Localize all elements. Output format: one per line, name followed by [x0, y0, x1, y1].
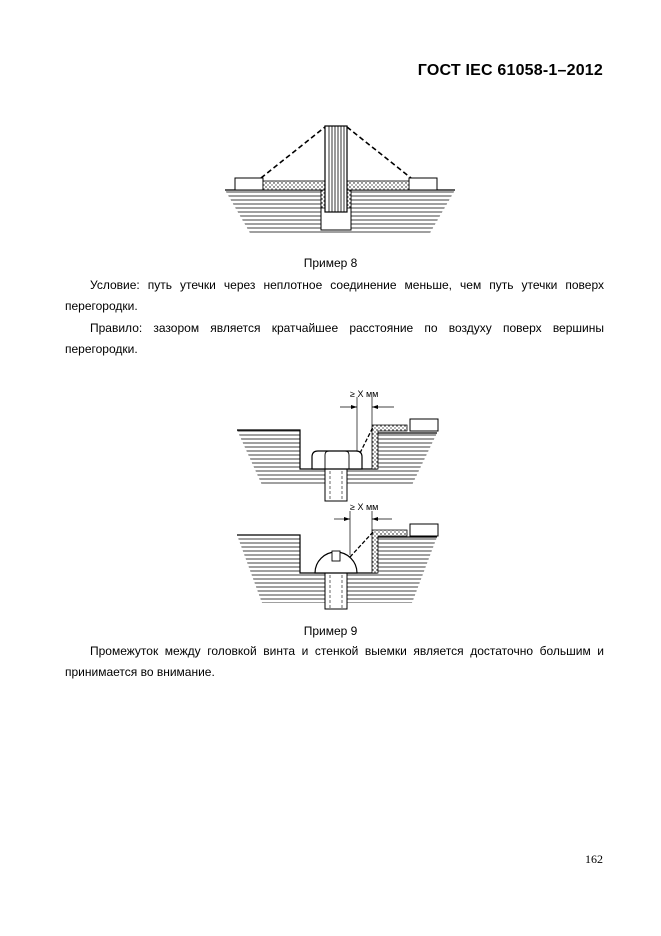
condition-paragraph [65, 275, 604, 317]
rule-line-2: перегородки. [65, 342, 138, 356]
figure-9-caption: Пример 9 [303, 624, 358, 638]
rule-line-1: Правило: зазором является кратчайшее расстояние по воздуху поверх вершины [90, 321, 604, 335]
dimension-label-top: ≥ X мм [350, 389, 379, 399]
figure-9-diagram [232, 385, 447, 615]
document-header: ГОСТ IEC 61058-1–2012 [417, 62, 603, 79]
gap-line-2: принимается во внимание. [65, 665, 215, 679]
barrier [325, 126, 347, 212]
condition-line-1: Условие: путь утечки через неплотное соединение меньше, чем путь утечки поверх [90, 278, 604, 292]
figure-8-caption: Пример 8 [303, 256, 358, 270]
figure-9-top [237, 389, 438, 501]
figure-8-diagram [225, 118, 455, 243]
dimension-label-bottom: ≥ X мм [350, 502, 379, 512]
rule-paragraph [65, 318, 604, 360]
gap-paragraph [65, 641, 604, 683]
figure-9-bottom [237, 502, 438, 609]
page-number: 162 [585, 852, 603, 866]
condition-line-2: перегородки. [65, 299, 138, 313]
gap-line-1: Промежуток между головкой винта и стенкой выемки является достаточно большим и [90, 644, 604, 658]
